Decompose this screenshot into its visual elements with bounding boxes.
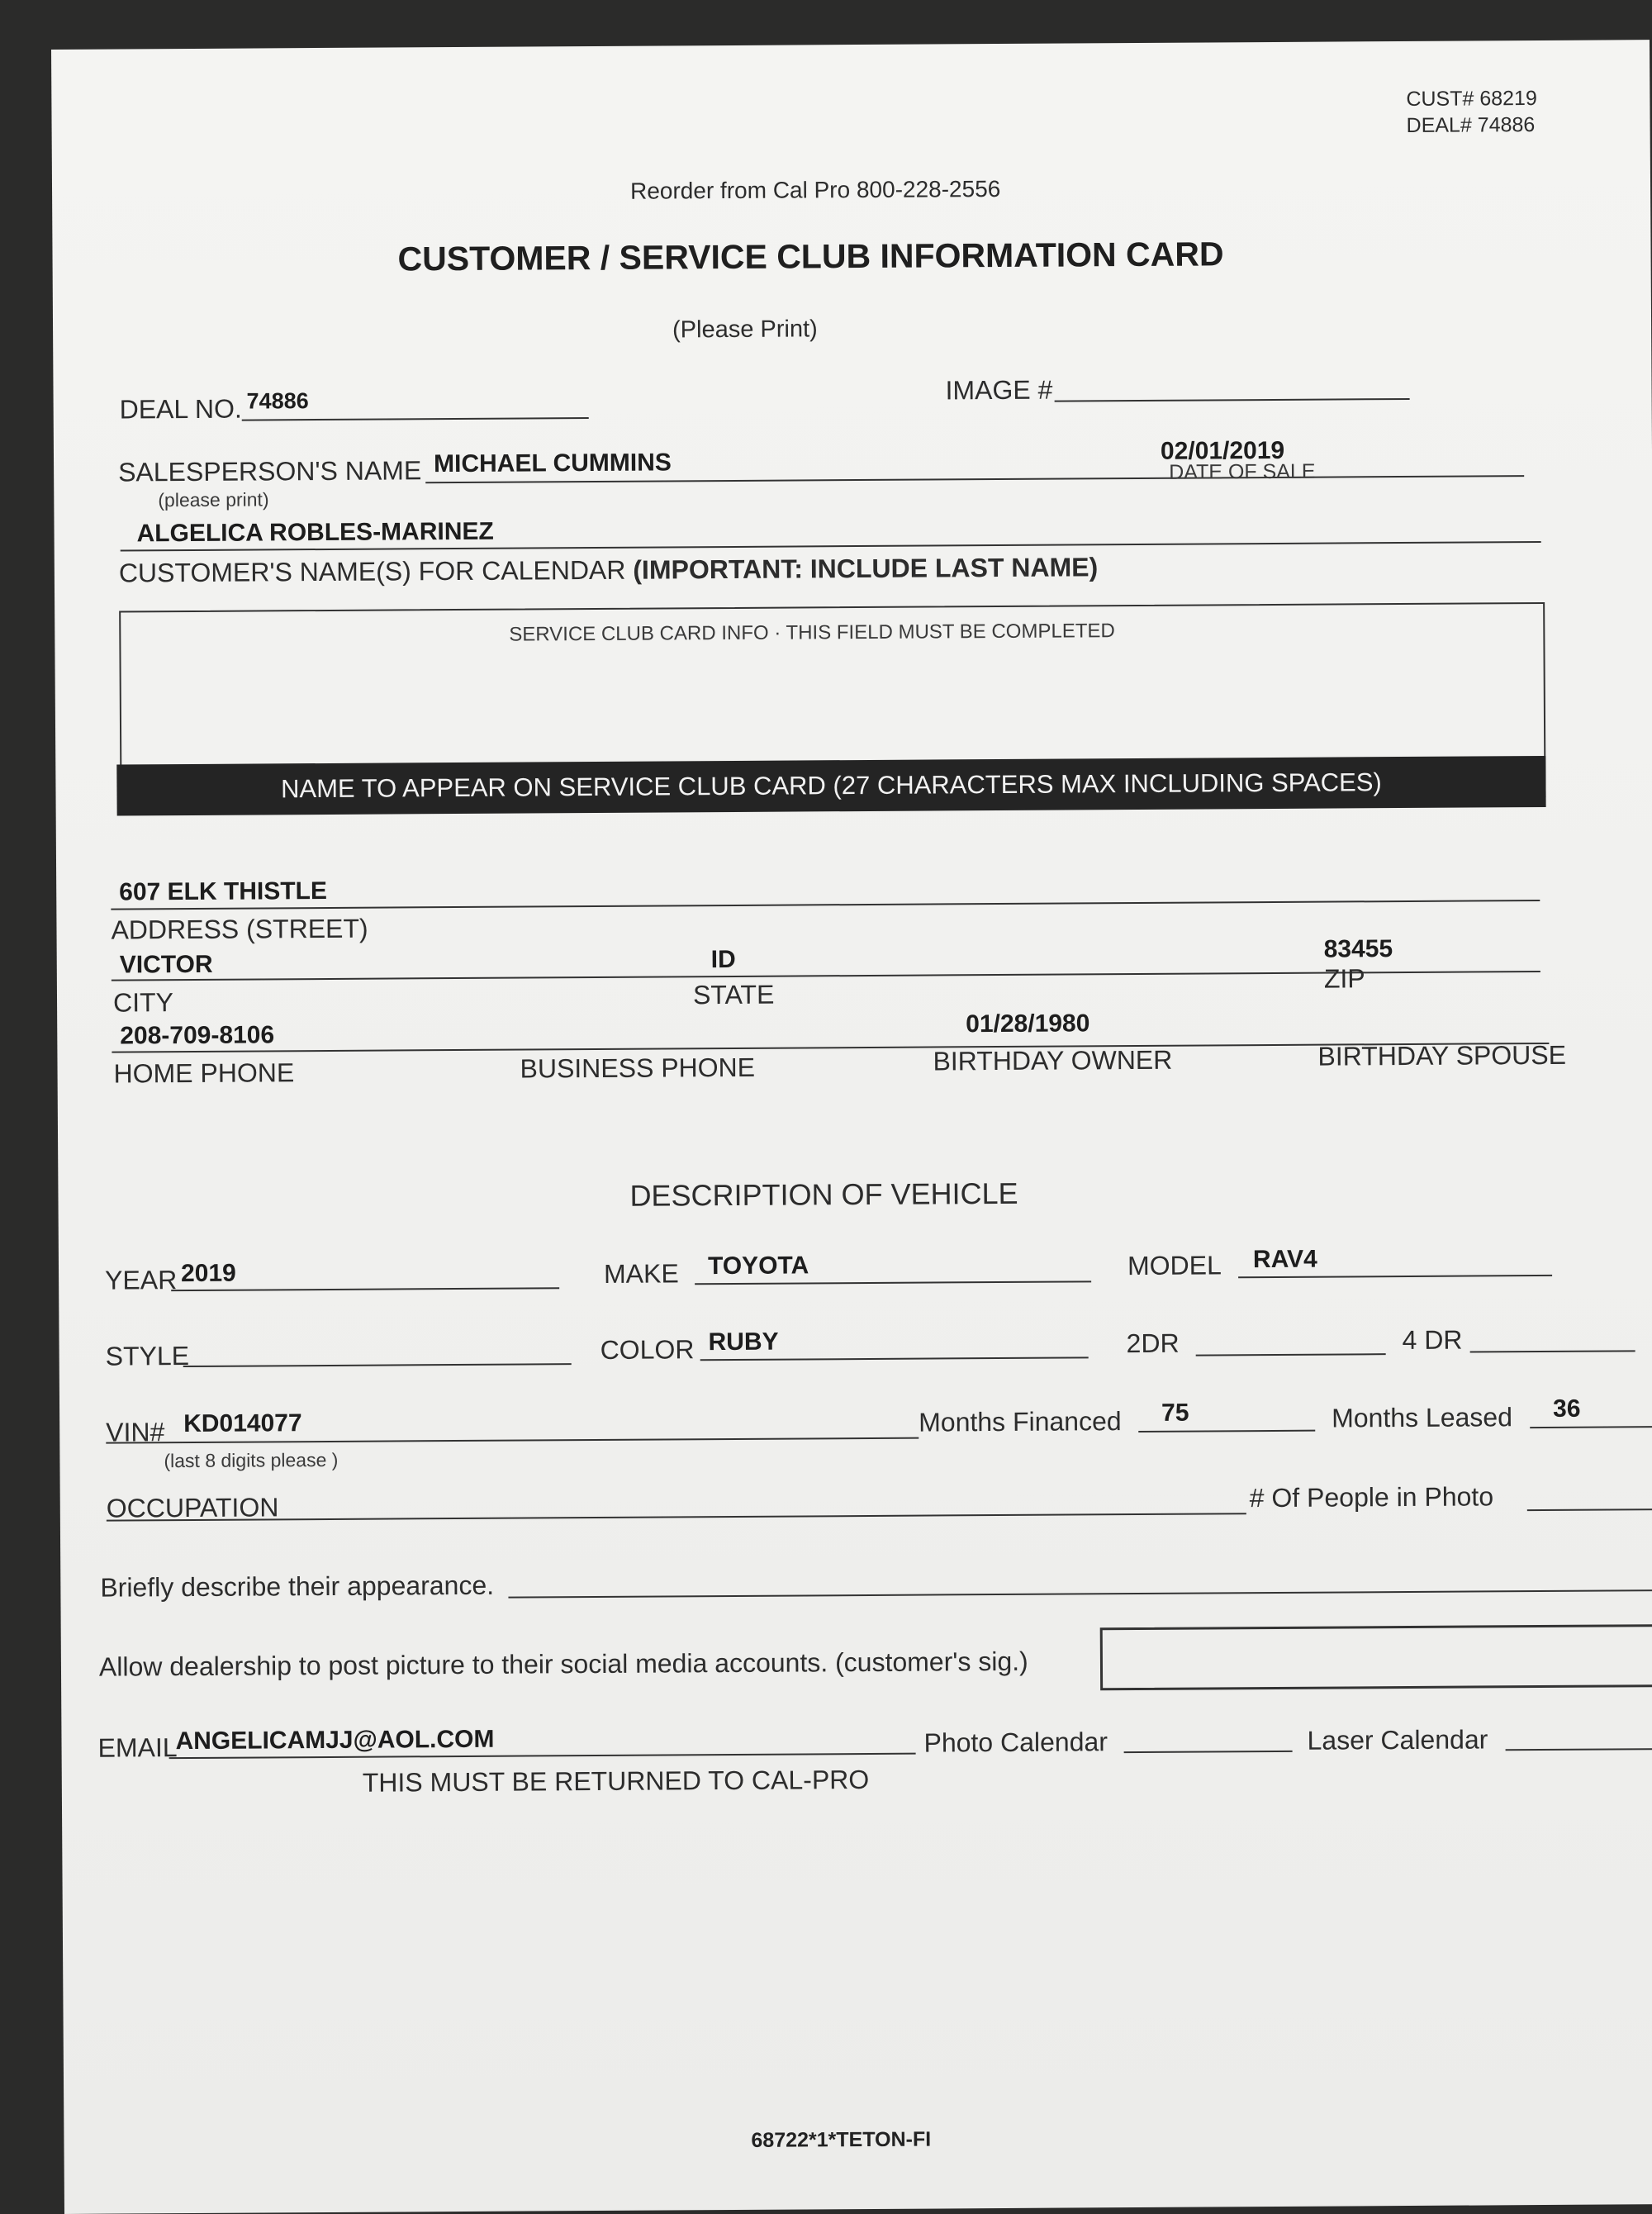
style-label: STYLE — [105, 1341, 190, 1371]
reorder-note: Reorder from Cal Pro 800-228-2556 — [629, 175, 1001, 204]
state-label: STATE — [692, 979, 775, 1010]
customer-name-value[interactable]: ALGELICA ROBLES-MARINEZ — [136, 517, 494, 548]
color-value[interactable]: RUBY — [708, 1328, 779, 1356]
social-media-permission-label: Allow dealership to post picture to their social media accounts. (customer's sig.) — [98, 1646, 1028, 1682]
occupation-label: OCCUPATION — [106, 1492, 279, 1523]
year-label: YEAR — [104, 1265, 178, 1295]
salesperson-note: (please print) — [158, 488, 269, 511]
laser-calendar-line[interactable] — [1506, 1748, 1652, 1751]
deal-no-line — [242, 417, 589, 421]
salesperson-label: SALESPERSON'S NAME — [118, 455, 422, 487]
vin-label: VIN# — [106, 1417, 165, 1447]
model-value[interactable]: RAV4 — [1252, 1245, 1317, 1274]
months-financed-value[interactable]: 75 — [1161, 1399, 1189, 1427]
salesperson-value[interactable]: MICHAEL CUMMINS — [433, 449, 672, 478]
customer-name-label — [119, 554, 1099, 586]
image-line — [1055, 398, 1410, 402]
city-label: CITY — [112, 987, 174, 1018]
year-value[interactable]: 2019 — [180, 1259, 236, 1288]
style-line — [183, 1363, 572, 1367]
photo-calendar-label: Photo Calendar — [923, 1727, 1108, 1758]
color-label: COLOR — [600, 1334, 695, 1365]
vin-value[interactable]: KD014077 — [183, 1409, 302, 1438]
model-line — [1238, 1275, 1552, 1278]
date-of-sale-value[interactable]: 02/01/2019 — [1160, 436, 1285, 465]
date-of-sale-label: DATE OF SALE — [1169, 459, 1316, 484]
birthday-spouse-label: BIRTHDAY SPOUSE — [1317, 1039, 1567, 1071]
form-code: 68722*1*TETON-FI — [751, 2127, 932, 2152]
appearance-label: Briefly describe their appearance. — [100, 1570, 495, 1603]
street-label: ADDRESS (STREET) — [111, 913, 368, 945]
service-club-box-label: SERVICE CLUB CARD INFO · THIS FIELD MUST BE COMPLETED — [509, 620, 1115, 646]
make-label: MAKE — [603, 1258, 679, 1289]
customer-signature-box[interactable] — [1100, 1624, 1652, 1690]
form-title: CUSTOMER / SERVICE CLUB INFORMATION CARD — [397, 235, 1224, 278]
months-financed-line — [1138, 1430, 1315, 1432]
birthday-owner-label: BIRTHDAY OWNER — [933, 1044, 1173, 1076]
deal-number: DEAL# 74886 — [1406, 113, 1536, 137]
four-door-label: 4 DR — [1402, 1324, 1463, 1356]
two-door-label: 2DR — [1126, 1328, 1180, 1359]
vin-note: (last 8 digits please ) — [164, 1448, 339, 1472]
year-line — [171, 1287, 559, 1291]
information-card-form — [51, 40, 1652, 2214]
deal-no-value[interactable]: 74886 — [246, 388, 309, 414]
deal-no-label: DEAL NO. — [119, 393, 242, 425]
vin-line — [106, 1437, 919, 1444]
laser-calendar-label: Laser Calendar — [1307, 1724, 1488, 1756]
home-phone-value[interactable]: 208-709-8106 — [120, 1021, 275, 1050]
customer-name-important-note: (IMPORTANT: INCLUDE LAST NAME) — [633, 552, 1099, 585]
email-value[interactable]: ANGELICAMJJ@AOL.COM — [175, 1725, 495, 1756]
club-card-name-bar: NAME TO APPEAR ON SERVICE CLUB CARD (27 CHARACTERS MAX INCLUDING SPACES) — [116, 756, 1545, 816]
email-label: EMAIL — [97, 1732, 178, 1763]
vehicle-section-heading: DESCRIPTION OF VEHICLE — [629, 1176, 1018, 1213]
birthday-owner-value[interactable]: 01/28/1980 — [966, 1010, 1090, 1038]
city-value[interactable]: VICTOR — [119, 950, 213, 979]
cust-number: CUST# 68219 — [1406, 87, 1537, 111]
state-value[interactable]: ID — [710, 945, 736, 974]
two-door-line[interactable] — [1196, 1353, 1386, 1356]
make-line — [695, 1280, 1091, 1285]
color-line — [700, 1356, 1089, 1361]
customer-name-label-text: CUSTOMER'S NAME(S) FOR CALENDAR — [118, 554, 626, 588]
four-door-line[interactable] — [1470, 1350, 1635, 1352]
zip-label: ZIP — [1323, 963, 1365, 994]
zip-value[interactable]: 83455 — [1323, 935, 1393, 963]
return-note: THIS MUST BE RETURNED TO CAL-PRO — [362, 1764, 870, 1798]
please-print-note: (Please Print) — [672, 316, 818, 344]
business-phone-label: BUSINESS PHONE — [520, 1052, 756, 1084]
model-label: MODEL — [1127, 1250, 1222, 1281]
make-value[interactable]: TOYOTA — [707, 1252, 809, 1280]
photo-calendar-line[interactable] — [1124, 1751, 1293, 1753]
street-value[interactable]: 607 ELK THISTLE — [119, 877, 328, 906]
people-in-photo-label: # Of People in Photo — [1249, 1481, 1494, 1513]
appearance-line[interactable] — [508, 1589, 1652, 1599]
home-phone-label: HOME PHONE — [113, 1057, 295, 1089]
image-label: IMAGE # — [945, 374, 1053, 406]
months-leased-label: Months Leased — [1332, 1402, 1513, 1433]
months-leased-line — [1530, 1426, 1652, 1428]
people-in-photo-line[interactable] — [1527, 1508, 1652, 1511]
months-leased-value[interactable]: 36 — [1552, 1394, 1581, 1423]
months-financed-label: Months Financed — [919, 1406, 1122, 1437]
